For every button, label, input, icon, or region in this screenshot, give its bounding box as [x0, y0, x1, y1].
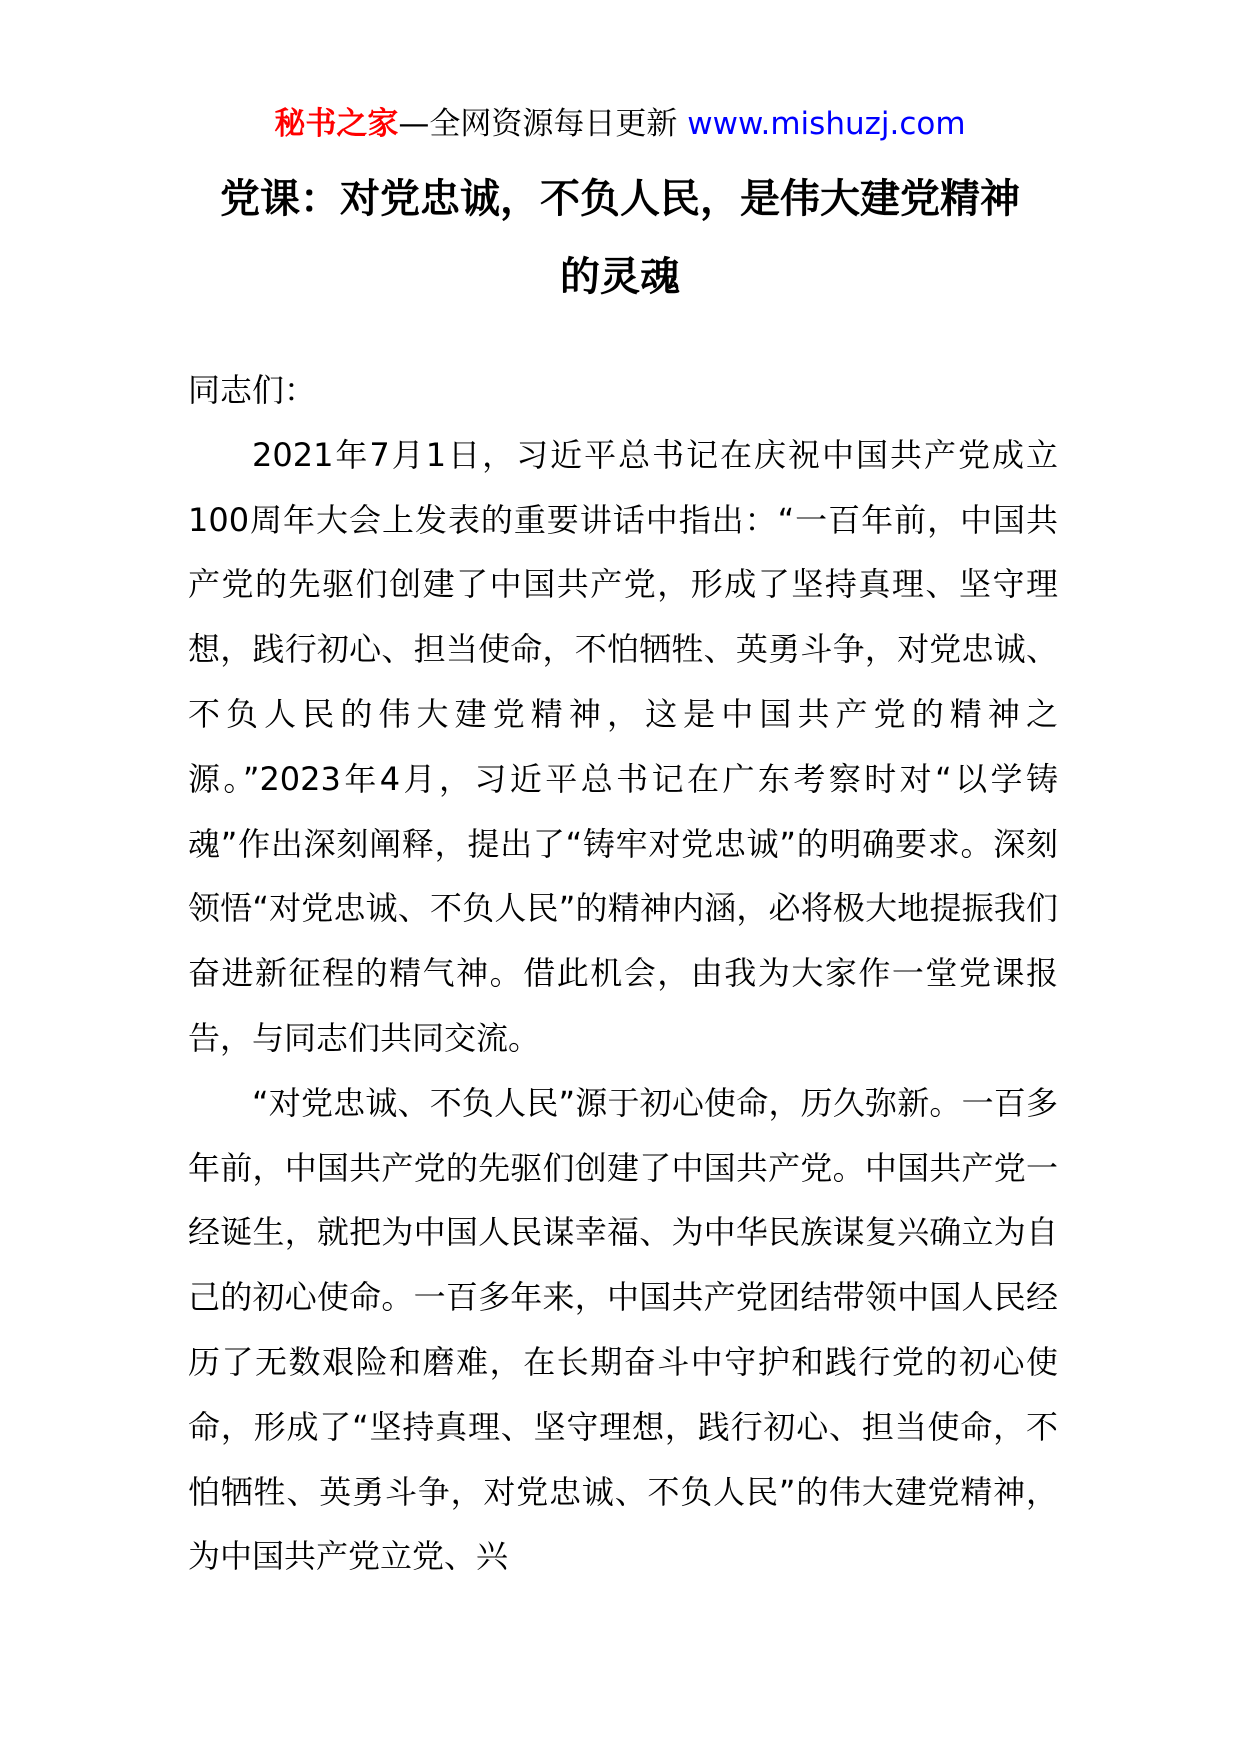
salutation: 同志们：: [188, 371, 317, 409]
brand-name: 秘书之家: [274, 106, 399, 142]
header-tagline: —全网资源每日更新: [398, 106, 688, 142]
paragraph-1: 2021年7月1日，习近平总书记在庆祝中国共产党成立100周年大会上发表的重要讲话中指出：“一百年前，中国共产党的先驱们创建了中国共产党，形成了坚持真理、坚守理想，践行初心、担当使命，不怕牺牲、英勇斗争，对党忠诚、不负人民的伟大建党精神，这是中国共产党的精神之源。”2023年4月，习近平总书记在广东考察时对“以学铸魂”作出深刻阐释，提出了“铸牢对党忠诚”的明确要求。深刻领悟“对党忠诚、不负人民”的精神内涵，必将极大地提振我们奋进新征程的精气神。借此机会，由我为大家作一堂党课报告，与同志们共同交流。: [188, 435, 1058, 1057]
site-url-link[interactable]: www.mishuzj.com: [687, 106, 966, 142]
title-line-1: 党课：对党忠诚，不负人民，是伟大建党精神: [220, 176, 1020, 222]
document-title: [180, 160, 1060, 316]
site-header: [0, 100, 1240, 148]
paragraph-2: “对党忠诚、不负人民”源于初心使命，历久弥新。一百多年前，中国共产党的先驱们创建了中国共产党。中国共产党一经诞生，就把为中国人民谋幸福、为中华民族谋复兴确立为自己的初心使命。一百多年来，中国共产党团结带领中国人民经历了无数艰险和磨难，在长期奋斗中守护和践行党的初心使命，形成了“坚持真理、坚守理想，践行初心、担当使命，不怕牺牲、英勇斗争，对党忠诚、不负人民”的伟大建党精神，为中国共产党立党、兴: [188, 1083, 1058, 1576]
document-body: [188, 358, 1058, 1589]
title-line-2: 的灵魂: [560, 254, 680, 300]
